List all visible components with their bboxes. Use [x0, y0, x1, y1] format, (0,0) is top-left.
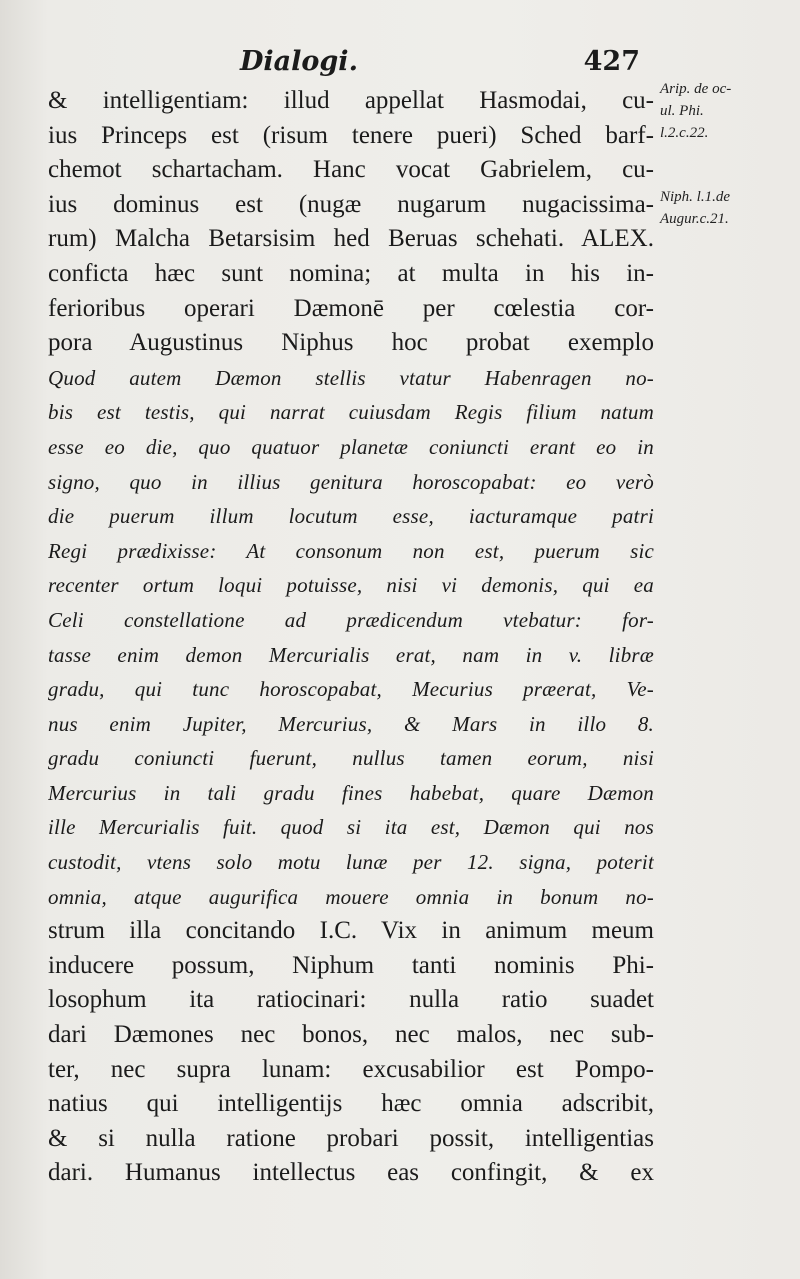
margin-note-line: Arip. de oc-	[660, 81, 732, 97]
text-line: losophum ita ratiocinari: nulla ratio suadet	[48, 986, 654, 1014]
text-line: chemot schartacham. Hanc vocat Gabrielem, cu-	[48, 156, 654, 184]
margin-note-line: Niph. l.1.de	[660, 189, 730, 205]
text-line: ius Princeps est (risum tenere pueri) Sched barf-	[48, 121, 654, 149]
page-number: 427	[583, 46, 640, 77]
text-line: dari. Humanus intellectus eas confingit, & ex	[48, 1159, 654, 1187]
text-line: esse eo die, quo quatuor planetæ coniuncti erant eo in	[48, 434, 654, 459]
running-title: Dialogi.	[240, 46, 358, 77]
text-line: signo, quo in illius genitura horoscopabat: eo verò	[48, 469, 654, 494]
text-line: natius qui intelligentijs hæc omnia adscribit,	[48, 1090, 654, 1118]
margin-note	[660, 186, 796, 230]
text-line: ille Mercurialis fuit. quod si ita est, Dæmon qui nos	[48, 815, 654, 840]
text-line: Regi prædixisse: At consonum non est, puerum sic	[48, 538, 654, 563]
main-text-block	[48, 84, 654, 1191]
margin-note-line: Augur.c.21.	[660, 211, 729, 227]
text-line: nus enim Jupiter, Mercurius, & Mars in illo 8.	[48, 711, 654, 736]
margin-note	[660, 78, 796, 144]
text-line: bis est testis, qui narrat cuiusdam Regis filium natum	[48, 400, 654, 425]
text-line: pora Augustinus Niphus hoc probat exemplo	[48, 329, 654, 357]
margin-note-line: ul. Phi.	[660, 103, 704, 119]
text-line: inducere possum, Niphum tanti nominis Phi-	[48, 951, 654, 979]
text-line: gradu coniuncti fuerunt, nullus tamen eorum, nisi	[48, 746, 654, 771]
text-line: conficta hæc sunt nomina; at multa in his in-	[48, 259, 654, 287]
text-line: omnia, atque augurifica mouere omnia in bonum no-	[48, 884, 654, 909]
margin-notes	[660, 78, 796, 272]
text-line: ferioribus operari Dæmonē per cœlestia cor-	[48, 294, 654, 322]
text-line: & intelligentiam: illud appellat Hasmodai, cu-	[48, 87, 654, 114]
text-line: tasse enim demon Mercurialis erat, nam in v. libræ	[48, 642, 654, 667]
text-line: recenter ortum loqui potuisse, nisi vi demonis, qui ea	[48, 573, 654, 598]
text-line: ius dominus est (nugæ nugarum nugacissima-	[48, 190, 654, 218]
text-line: rum) Malcha Betarsisim hed Beruas schehati. ALEX.	[48, 225, 654, 253]
margin-note-line: l.2.c.22.	[660, 125, 709, 141]
text-line: die puerum illum locutum esse, iacturamque patri	[48, 504, 654, 529]
text-line: gradu, qui tunc horoscopabat, Mecurius præerat, Ve-	[48, 677, 654, 702]
text-line: Quod autem Dæmon stellis vtatur Habenragen no-	[48, 365, 654, 390]
text-line: & si nulla ratione probari possit, intelligentias	[48, 1124, 654, 1152]
text-line: Mercurius in tali gradu fines habebat, quare Dæmon	[48, 780, 654, 805]
text-line: strum illa concitando I.C. Vix in animum meum	[48, 917, 654, 945]
text-line: ter, nec supra lunam: excusabilior est Pompo-	[48, 1055, 654, 1083]
text-line: dari Dæmones nec bonos, nec malos, nec sub-	[48, 1021, 654, 1049]
text-line: custodit, vtens solo motu lunæ per 12. signa, poterit	[48, 850, 654, 875]
text-line: Celi constellatione ad prædicendum vtebatur: for-	[48, 607, 654, 632]
